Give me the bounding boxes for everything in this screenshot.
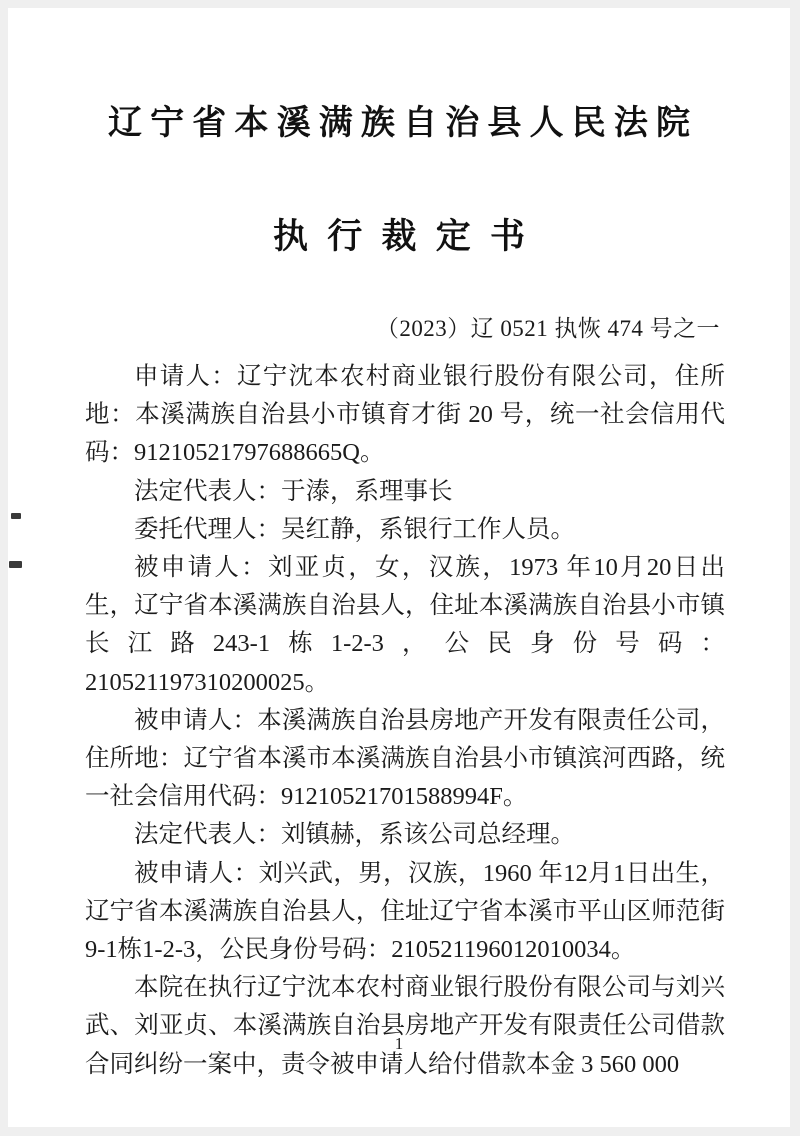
case-number: （2023）辽 0521 执恢 474 号之一 [375, 316, 720, 341]
scan-artifact [9, 561, 22, 568]
scan-artifact [11, 513, 21, 519]
document-page [8, 8, 790, 1127]
paragraph-legal-representative-bank: 法定代表人：于溙，系理事长 [134, 477, 453, 505]
paragraph-enforcement-case: 本院在执行辽宁沈本农村商业银行股份有限公司与刘兴武、刘亚贞、本溪满族自治县房地产开发有限责任公司借款合同纠纷一案中，责令被申请人给付借款本金 3 560 000 [85, 974, 725, 1078]
paragraph-applicant: 申请人：辽宁沈本农村商业银行股份有限公司，住所地：本溪满族自治县小市镇育才街 20 号，统一社会信用代码：91210521797688665Q。 [85, 363, 725, 467]
document-title: 执行裁定书 [272, 217, 545, 256]
paragraph-respondent-company: 被申请人：本溪满族自治县房地产开发有限责任公司，住所地：辽宁省本溪市本溪满族自治县小市镇滨河西路，统一社会信用代码：91210521701588994F。 [85, 706, 725, 811]
paragraph-legal-representative-company: 法定代表人：刘镇赫，系该公司总经理。 [134, 821, 575, 849]
paragraph-respondent-liu-xingwu: 被申请人：刘兴武，男，汉族，1960 年12月1日出生，辽宁省本溪满族自治县人，住址辽宁省本溪市平山区师范街9-1栋1-2-3，公民身份号码：210521196012010034。 [85, 859, 725, 964]
paragraph-entrusted-agent: 委托代理人：吴红静，系银行工作人员。 [134, 515, 575, 543]
page-number: 1 [394, 1034, 404, 1053]
document-body [85, 358, 725, 1084]
paragraph-respondent-liu-yazhen: 被申请人：刘亚贞，女，汉族，1973 年10月20日出生，辽宁省本溪满族自治县人，住址本溪满族自治县小市镇长江路243-1栋1-2-3，公民身份号码：210521197310200025。 [85, 554, 725, 696]
court-name-heading: 辽宁省本溪满族自治县人民法院 [107, 105, 699, 142]
